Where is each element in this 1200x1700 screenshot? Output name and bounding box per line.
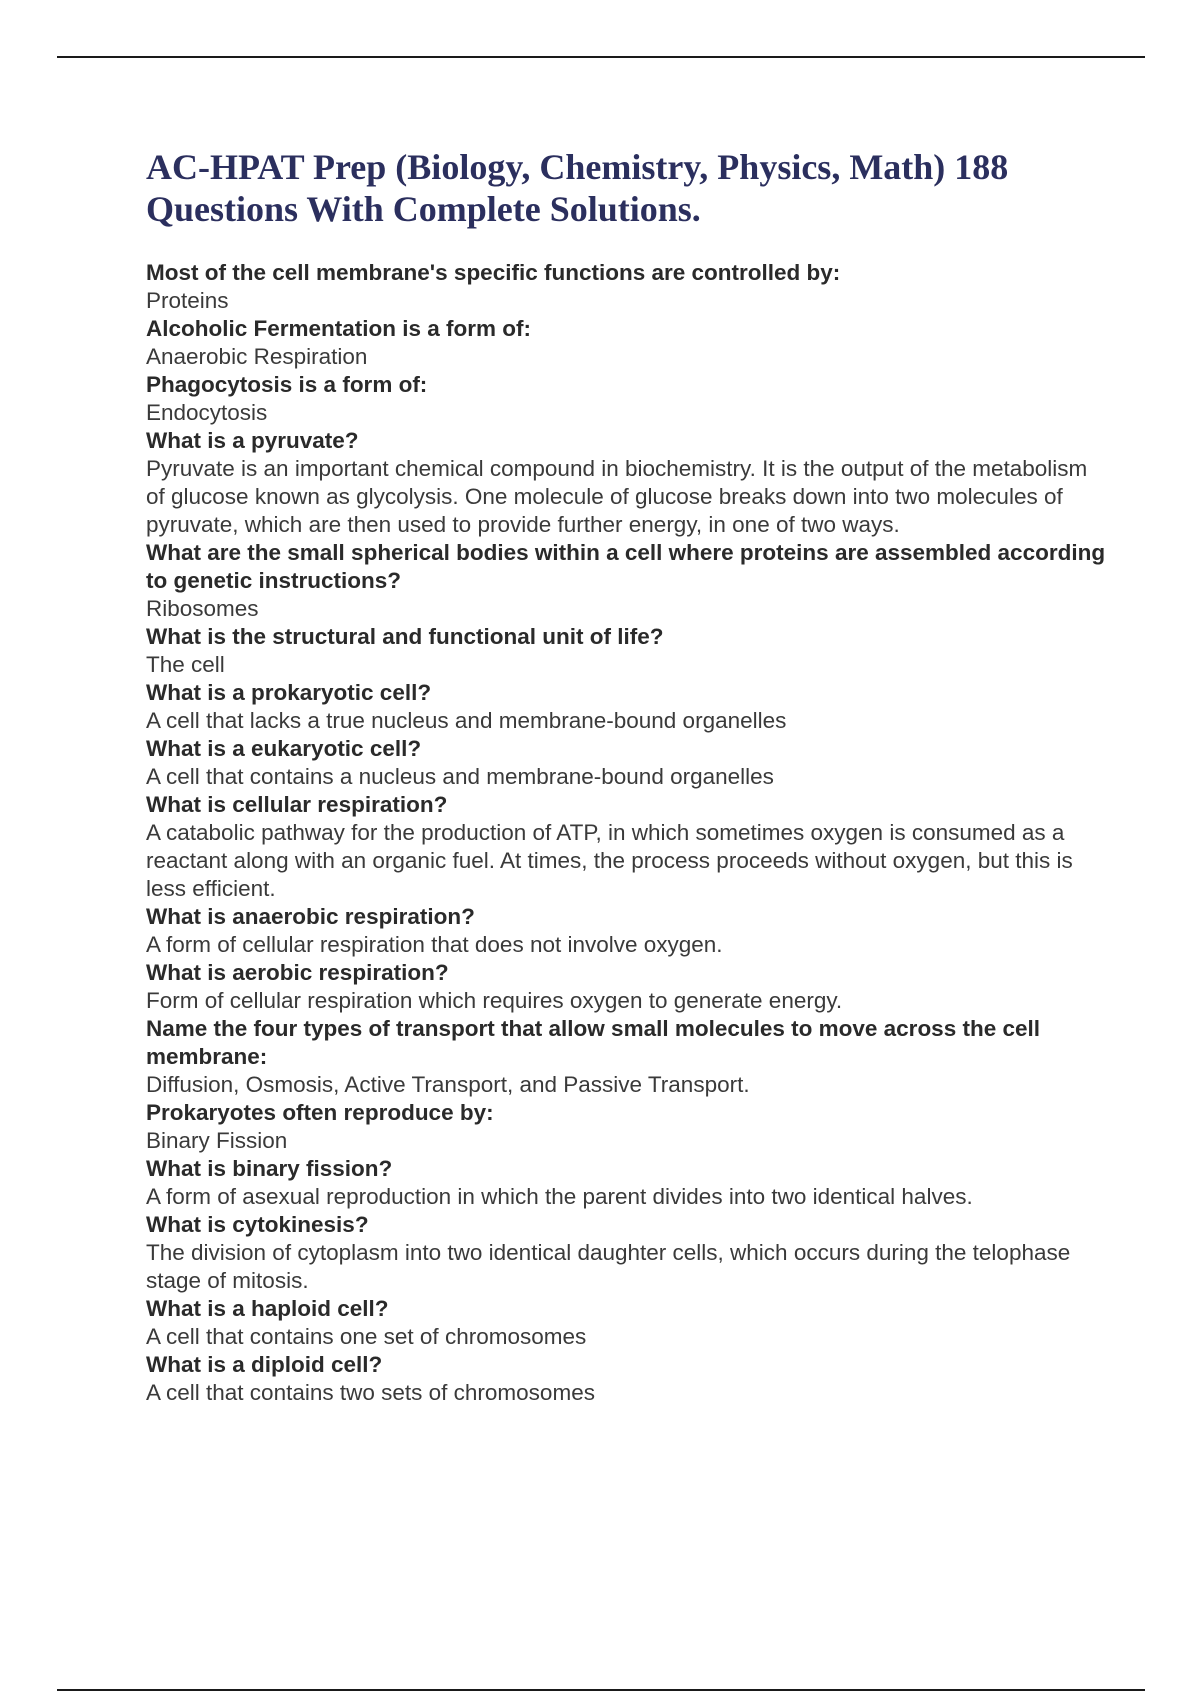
question-text: Name the four types of transport that allow small molecules to move across the cell membrane: [146,1016,1040,1069]
question-text: What is cellular respiration? [146,792,448,817]
question-text: What is a prokaryotic cell? [146,680,432,705]
answer-text: Ribosomes [146,596,259,621]
qa-item [146,315,1106,371]
answer-text: The division of cytoplasm into two identical daughter cells, which occurs during the telophase stage of mitosis. [146,1240,1071,1293]
question-text: What is a diploid cell? [146,1352,383,1377]
document-title: AC-HPAT Prep (Biology, Chemistry, Physics, Math) 188 Questions With Complete Solutions. [146,147,1009,229]
qa-item [146,623,1106,679]
question-text: Most of the cell membrane's specific functions are controlled by: [146,260,841,285]
qa-item [146,959,1106,1015]
qa-item [146,1099,1106,1155]
question-text: What are the small spherical bodies within a cell where proteins are assembled according to genetic instructions? [146,540,1106,593]
question-text: What is binary fission? [146,1156,393,1181]
qa-item [146,679,1106,735]
question-text: Phagocytosis is a form of: [146,372,428,397]
answer-text: Binary Fission [146,1128,288,1153]
qa-item [146,903,1106,959]
qa-item [146,1295,1106,1351]
qa-item [146,791,1106,903]
answer-text: A catabolic pathway for the production of ATP, in which sometimes oxygen is consumed as a reactant along with an organic fuel. At times, the process proceeds without oxygen, but this is less efficient. [146,820,1073,901]
answer-text: A cell that contains a nucleus and membrane-bound organelles [146,764,774,789]
qa-item [146,1015,1106,1099]
answer-text: The cell [146,652,225,677]
question-text: What is a haploid cell? [146,1296,389,1321]
answer-text: A cell that contains one set of chromosomes [146,1324,587,1349]
qa-item [146,1211,1106,1295]
question-text: What is cytokinesis? [146,1212,369,1237]
qa-item [146,735,1106,791]
question-text: What is anaerobic respiration? [146,904,475,929]
answer-text: Anaerobic Respiration [146,344,368,369]
question-text: Alcoholic Fermentation is a form of: [146,316,532,341]
answer-text: A form of asexual reproduction in which the parent divides into two identical halves. [146,1184,973,1209]
bottom-rule [57,1689,1145,1691]
answer-text: Diffusion, Osmosis, Active Transport, and Passive Transport. [146,1072,750,1097]
answer-text: Form of cellular respiration which requires oxygen to generate energy. [146,988,843,1013]
answer-text: Endocytosis [146,400,268,425]
question-text: What is the structural and functional unit of life? [146,624,664,649]
qa-item [146,427,1106,539]
qa-list [146,259,1106,1407]
top-rule [57,56,1145,58]
question-text: What is aerobic respiration? [146,960,449,985]
qa-item [146,1351,1106,1407]
answer-text: Pyruvate is an important chemical compound in biochemistry. It is the output of the metabolism of glucose known as glycolysis. One molecule of glucose breaks down into two molecules of pyruvate, which are then used to provide further energy, in one of two ways. [146,456,1088,537]
qa-item [146,539,1106,623]
question-text: Prokaryotes often reproduce by: [146,1100,494,1125]
answer-text: A cell that lacks a true nucleus and membrane-bound organelles [146,708,787,733]
question-text: What is a pyruvate? [146,428,359,453]
qa-item [146,1155,1106,1211]
answer-text: A form of cellular respiration that does not involve oxygen. [146,932,723,957]
qa-item [146,371,1106,427]
answer-text: Proteins [146,288,229,313]
qa-item [146,259,1106,315]
question-text: What is a eukaryotic cell? [146,736,422,761]
answer-text: A cell that contains two sets of chromosomes [146,1380,595,1405]
